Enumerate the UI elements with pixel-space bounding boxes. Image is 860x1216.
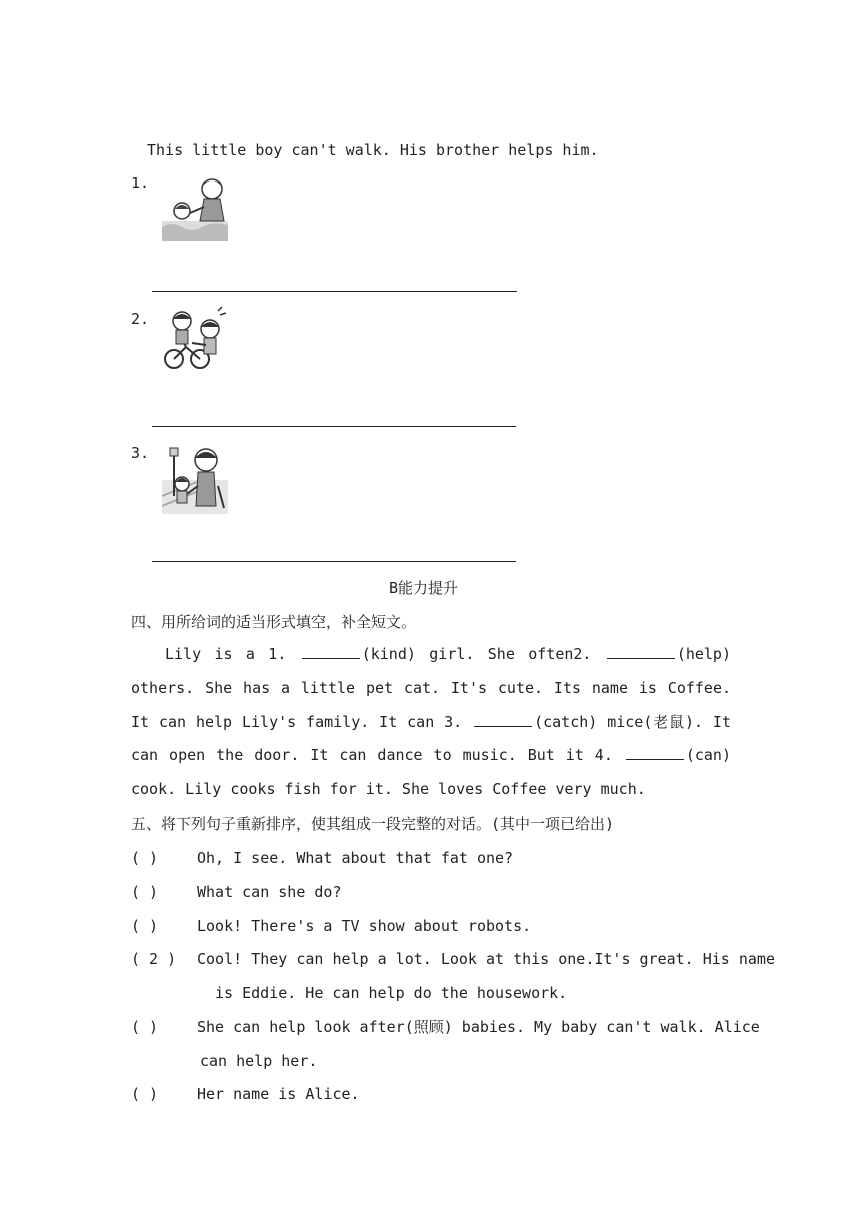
- boy-teaching-bike-illustration: [162, 305, 228, 371]
- dialogue-item: ( ) She can help look after(照顾) babies. My baby can't walk. Alice: [131, 1018, 760, 1036]
- blank-2[interactable]: [607, 644, 675, 659]
- answer-line-1[interactable]: [152, 291, 517, 292]
- fill-in-paragraph: Lily is a 1. (kind) girl. She often2. (help) others. She has a little pet cat. It's cute. Its name is Coffee. It can help Lily's family. It can 3. (catch) mice(老鼠). It can open the door. It can dance to music. But it 4. (can) cook. Lily cooks fish for it. She loves Coffee very much.: [131, 645, 731, 799]
- dialogue-item: ( ) Her name is Alice.: [131, 1085, 360, 1103]
- section-b-title: B能力提升: [389, 579, 459, 597]
- picture-number-2: 2.: [131, 310, 150, 328]
- dialogue-item-continuation: is Eddie. He can help do the housework.: [215, 984, 568, 1002]
- answer-line-2[interactable]: [152, 426, 516, 427]
- answer-line-3[interactable]: [152, 561, 516, 562]
- mother-bathing-baby-illustration: [162, 177, 228, 241]
- blank-4[interactable]: [626, 745, 684, 760]
- order-blank[interactable]: ( ): [131, 1018, 159, 1036]
- order-blank[interactable]: ( ): [131, 849, 159, 867]
- order-blank[interactable]: ( ): [131, 883, 159, 901]
- order-blank[interactable]: ( ): [131, 1085, 159, 1103]
- dialogue-item: ( ) What can she do?: [131, 883, 342, 901]
- dialogue-item-continuation: can help her.: [200, 1052, 318, 1070]
- father-helping-child-illustration: [162, 446, 228, 514]
- example-sentence: This little boy can't walk. His brother helps him.: [147, 141, 599, 159]
- section-4-heading: 四、用所给词的适当形式填空，补全短文。: [131, 613, 417, 631]
- section-5-heading: 五、将下列句子重新排序，使其组成一段完整的对话。(其中一项已给出): [131, 815, 615, 833]
- picture-number-1: 1.: [131, 174, 150, 192]
- dialogue-item: ( ) Oh, I see. What about that fat one?: [131, 849, 514, 867]
- order-blank[interactable]: ( ): [131, 917, 159, 935]
- blank-1[interactable]: [302, 644, 360, 659]
- dialogue-item: ( 2 ) Cool! They can help a lot. Look at this one.It's great. His name: [131, 950, 775, 968]
- order-given: ( 2 ): [131, 950, 177, 968]
- picture-number-3: 3.: [131, 444, 150, 462]
- blank-3[interactable]: [474, 712, 532, 727]
- dialogue-item: ( ) Look! There's a TV show about robots.: [131, 917, 532, 935]
